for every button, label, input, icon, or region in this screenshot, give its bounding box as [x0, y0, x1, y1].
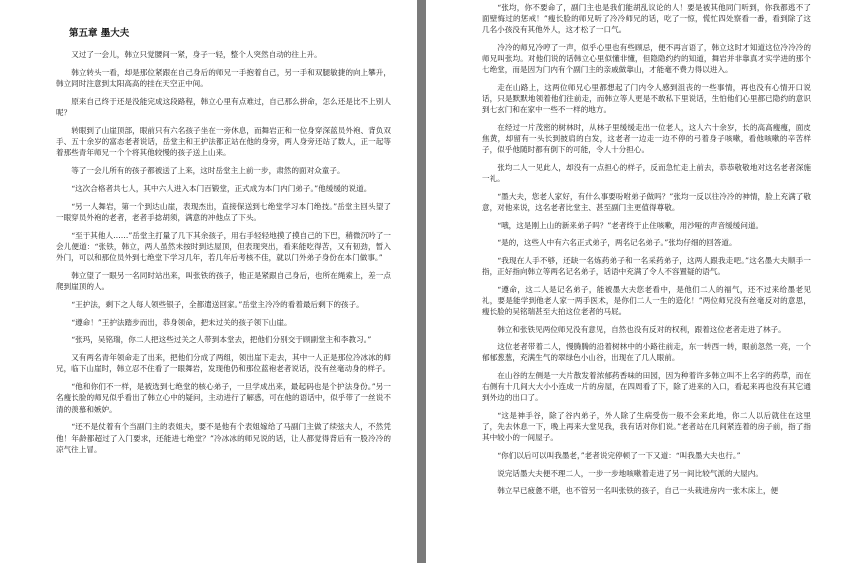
paragraph: “他和你们不一样，是被选到七绝堂的核心弟子，一旦学成出来，最起码也是个护法身份。”另一名瘦长脸的师兄似乎看出了韩立心中的疑问，主动进行了解惑，可在他的语话中，似乎带了一丝说不清的羡慕和嫉妒。 [56, 382, 391, 414]
paragraph: “张均，你不要命了，副门主也是我们能胡乱议论的人！要是被其他同门听到，你我都逃不了面壁悔过的惩戒！”瘦长脸的师兄听了冷冷师兄的话，吃了一惊，慌忙四处察看一番，看到除了这几名小孩没有其他外人，这才松了一口气。 [482, 3, 811, 35]
paragraph: 韩立早已疲惫不堪，也不管另一名叫张铁的孩子，自己一头栽进房内一张木床上，便 [497, 486, 779, 496]
paragraph: “是的，这些人中有六名正式弟子，两名记名弟子。”张均仔细的回答道。 [497, 238, 737, 248]
paragraph: “至于其他人……”岳堂主打量了几下其余孩子，用右手轻轻地摸了摸自己的下巴，稍微沉吟了一会儿便道：“张铁，韩立，两人虽然未按时到达屋顶，但表现突出，看来能吃得苦，又有韧劲，暂入外门，可以和那位员外到七绝堂下学习几年，若几年后考核不佳，就以门外弟子身份在本门做事。” [56, 230, 391, 262]
paragraph: 又有两名青年领命走了出来，把他们分成了两组，领出崖下走去，其中一人正是那位冷冰冰的师兄，临下山崖时，韩立忍不住看了一眼舞岩，发现他仍和那位蓝袍老者说话，没有丝毫动身的样子。 [56, 353, 391, 374]
paragraph: “遵命！”王护法踏步而出，恭身领命，把未过关的孩子领下山崖。 [71, 317, 292, 327]
right-page-body [482, 2, 811, 496]
paragraph: 在山谷的左侧是一大片散发着浓郁药香味的田园，因为种着许多韩立叫不上名字的药草，而在右侧有十几间大大小小连成一片的房屋，在四周看了下，除了进来的入口，看起来再也没有其它通到外边的出口了。 [482, 370, 811, 403]
paragraph: “另一人舞岩，第一个到达山崖，表现杰出，直接保送到七绝堂学习本门绝技。”岳堂主回头望了一眼穿员外袍的老者，老者手捻胡须，满意的冲他点了下头。 [56, 201, 391, 222]
paragraph: 张均二人一见此人，却没有一点担心的样子，反而急忙走上前去，恭恭敬敬地对这名老者深施一礼。 [482, 163, 811, 184]
paragraph: 等了一会儿所有的孩子都被送了上来，这时岳堂主上前一步，肃然的面对众童子。 [71, 166, 345, 175]
paragraph: “墨大夫，您老人家好，有什么事要吩咐弟子做吗？”张均一反以往冷冷的神情，脸上充满了敬意，对他来说，这名老者比堂主、甚至副门主更值得尊敬。 [482, 191, 811, 212]
paragraph: 说完话墨大夫便不理二人，一步一步地咳嗽着走进了另一间比较气派的大屋内。 [497, 468, 763, 478]
paragraph: “我现在人手不够，还缺一名炼药弟子和一名采药弟子，这两人跟我走吧。”这名墨大夫顺手一指，正好指向韩立等两名记名弟子，话语中充满了令人不容置疑的语气。 [482, 255, 811, 276]
paragraph: “遵命，这二人是记名弟子，能被墨大夫您老看中，是他们二人的福气，还不过来给墨老见礼，要是能学到他老人家一两手医术，是你们二人一生的造化！”两位师兄没有丝毫反对的意思，瘦长脸的吴铭瑞甚至大拍这位老者的马屁。 [482, 284, 811, 316]
paragraph: 这位老者带着二人，慢腾腾的沿着树林中的小路往前走，东一转西一转，眼前忽然一亮，一个郁郁葱葱，充满生气的翠绿色小山谷，出现在了几人眼前。 [482, 342, 811, 363]
paragraph: 走在山路上，这两位师兄心里都想起了门内令人感到沮丧的一些事情，再也没有心情开口说话，只是默默地领着他们往前走，而韩立等人更是不敢私下里说话，生怕他们心里都已隐约的意识到七玄门和在家中一些不一样的地方。 [482, 83, 811, 115]
paragraph: 韩立望了一眼另一名同时站出来，叫张铁的孩子，他正是紧跟自己身后，也所在绳索上，差一点爬到崖顶的人。 [56, 270, 391, 291]
chapter-title: 第五章 墨大夫 [69, 28, 130, 39]
paragraph: 原来自己终于还是没能完成这段路程，韩立心里有点难过，自己那么拼命，怎么还是比不上别人呢？ [56, 96, 391, 117]
left-page-body [56, 49, 391, 455]
paragraph: “还不是仗着有个当副门主的表姐夫，要不是他有个表姐嫁给了马副门主做了续弦夫人，不然凭他！年龄都超过了入门要求，还能进七绝堂？”冷冰冰的师兄说的话，让人都觉得背后有一股冷冷的凉气往上冒。 [56, 422, 391, 454]
page-gutter [417, 0, 426, 563]
paragraph: “张玛，吴铭瑞，你二人把这些过关之人带到本堂去，把他们分别交于顾副堂主和李教习。” [71, 335, 372, 345]
paragraph: 转眼到了山崖顶部，眼前只有六名孩子坐在一旁休息，而舞岩正和一位身穿深蓝员外袍、背负双手、五十余岁的富态老者说话，岳堂主和王护法都正站在他的身旁，两人身旁还站了数人，正一起等着那些青年师兄一个个将其他较慢的孩子送上山来。 [56, 125, 391, 158]
paragraph: 韩立转头一看，却是那位紧跟在自己身后的师兄一手抱着自己，另一手和双腿敏捷的向上攀升，韩立同时注意到太阳高高的挂在天空正中间。 [56, 67, 391, 88]
paragraph: 在经过一片茂密的树林时，从林子里缓缓走出一位老人，这人六十余岁，长的高高瘦瘦，面皮焦黄，却留有一头长到披肩的白发，这老者一边走一边不停的弓着身子咳嗽，看他咳嗽的辛苦样子，似乎他随时都有倒下的可能，令人十分担心。 [482, 123, 811, 155]
paragraph: 韩立和张铁见两位师兄没有意见，自然也没有反对的权利，跟着这位老者走进了林子。 [497, 324, 786, 334]
right-page [426, 0, 845, 563]
paragraph: 又过了一会儿，韩立只觉腰间一紧，身子一轻，整个人突然自动的往上升。 [71, 50, 322, 59]
paragraph: “王护法，剩下之人每人领些银子，全都遣送回家。”岳堂主冷冷的看着最后剩下的孩子。 [71, 299, 364, 309]
paragraph: “你们以后可以叫我墨老，”老者说完停顿了一下又道：“叫我墨大夫也行。” [497, 450, 741, 460]
paragraph: “哦，这是刚上山的新来弟子吗？”老者终于止住咳嗽，用沙哑的声音缓缓问道。 [497, 220, 764, 230]
paragraph: “这是神手谷，除了谷内弟子，外人除了生病受伤一般不会来此地，你二人以后就住在这里了，先去休息一下，晚上再来大堂见我，我有话对你们说。”老者站在几间紧连着的房子前，指了指其中较小的一间屋子。 [482, 410, 811, 443]
paragraph: “这次合格者共七人，其中六人进入本门百锻堂，正式成为本门内门弟子。”他缓缓的说道。 [71, 183, 372, 193]
paragraph: 冷冷的师兄冷哼了一声，似乎心里也有些顾忌，便不再言语了，韩立这时才知道这位冷冷冷的师兄叫张均。对他们说的话韩立心里似懂非懂，但隐隐约约的知道，舞岩并非靠真才实学进的那个七绝堂，而是因为门内有个副门主的亲戚做靠山，才能毫不费力得以进入。 [482, 43, 811, 75]
left-page [0, 0, 417, 563]
